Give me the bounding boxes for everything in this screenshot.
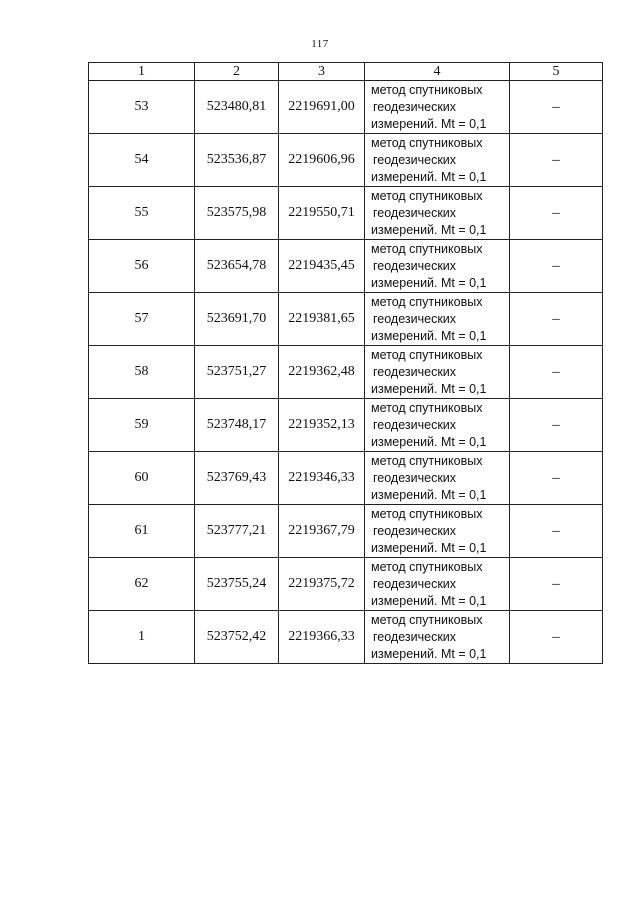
method-line-2: геодезических <box>373 523 457 538</box>
method-cell <box>365 346 510 399</box>
table-header <box>89 63 603 81</box>
table-row <box>89 293 603 346</box>
note-cell: – <box>510 399 603 452</box>
point-number-cell: 55 <box>89 187 195 240</box>
page-number: 117 <box>311 38 329 50</box>
method-cell <box>365 81 510 134</box>
header-col-3: 3 <box>279 63 365 81</box>
point-number-cell: 57 <box>89 293 195 346</box>
method-cell <box>365 611 510 664</box>
x-coordinate-cell: 523777,21 <box>195 505 279 558</box>
table-row <box>89 558 603 611</box>
table-row <box>89 81 603 134</box>
x-coordinate-cell: 523691,70 <box>195 293 279 346</box>
method-cell <box>365 187 510 240</box>
method-cell <box>365 452 510 505</box>
point-number-cell: 53 <box>89 81 195 134</box>
y-coordinate-cell: 2219362,48 <box>279 346 365 399</box>
method-cell <box>365 558 510 611</box>
method-line-1: метод спутниковых <box>371 453 483 468</box>
method-line-2: геодезических <box>373 311 457 326</box>
table-body <box>89 81 603 664</box>
y-coordinate-cell: 2219367,79 <box>279 505 365 558</box>
method-line-3: измерений. Mt = 0,1 <box>371 169 487 184</box>
y-coordinate-cell: 2219606,96 <box>279 134 365 187</box>
y-coordinate-cell: 2219381,65 <box>279 293 365 346</box>
y-coordinate-cell: 2219435,45 <box>279 240 365 293</box>
y-coordinate-cell: 2219691,00 <box>279 81 365 134</box>
method-line-1: метод спутниковых <box>371 241 483 256</box>
method-line-2: геодезических <box>373 629 457 644</box>
y-coordinate-cell: 2219352,13 <box>279 399 365 452</box>
point-number-cell: 60 <box>89 452 195 505</box>
x-coordinate-cell: 523769,43 <box>195 452 279 505</box>
method-line-3: измерений. Mt = 0,1 <box>371 275 487 290</box>
note-cell: – <box>510 346 603 399</box>
header-row <box>89 63 603 81</box>
method-line-1: метод спутниковых <box>371 347 483 362</box>
note-cell: – <box>510 505 603 558</box>
method-line-1: метод спутниковых <box>371 612 483 627</box>
method-line-3: измерений. Mt = 0,1 <box>371 222 487 237</box>
note-cell: – <box>510 81 603 134</box>
table-row <box>89 505 603 558</box>
method-line-1: метод спутниковых <box>371 506 483 521</box>
point-number-cell: 61 <box>89 505 195 558</box>
point-number-cell: 62 <box>89 558 195 611</box>
note-cell: – <box>510 452 603 505</box>
method-line-1: метод спутниковых <box>371 559 483 574</box>
method-line-3: измерений. Mt = 0,1 <box>371 116 487 131</box>
method-line-3: измерений. Mt = 0,1 <box>371 434 487 449</box>
y-coordinate-cell: 2219550,71 <box>279 187 365 240</box>
method-line-3: измерений. Mt = 0,1 <box>371 593 487 608</box>
method-line-3: измерений. Mt = 0,1 <box>371 646 487 661</box>
header-col-2: 2 <box>195 63 279 81</box>
table-row <box>89 134 603 187</box>
point-number-cell: 54 <box>89 134 195 187</box>
method-line-1: метод спутниковых <box>371 82 483 97</box>
method-line-3: измерений. Mt = 0,1 <box>371 328 487 343</box>
x-coordinate-cell: 523752,42 <box>195 611 279 664</box>
method-cell <box>365 134 510 187</box>
y-coordinate-cell: 2219346,33 <box>279 452 365 505</box>
table-row <box>89 187 603 240</box>
note-cell: – <box>510 558 603 611</box>
x-coordinate-cell: 523748,17 <box>195 399 279 452</box>
note-cell: – <box>510 293 603 346</box>
method-cell <box>365 293 510 346</box>
table-row <box>89 452 603 505</box>
method-line-2: геодезических <box>373 470 457 485</box>
x-coordinate-cell: 523536,87 <box>195 134 279 187</box>
x-coordinate-cell: 523755,24 <box>195 558 279 611</box>
coordinates-table <box>88 62 603 664</box>
method-line-2: геодезических <box>373 152 457 167</box>
method-line-2: геодезических <box>373 258 457 273</box>
method-cell <box>365 399 510 452</box>
point-number-cell: 58 <box>89 346 195 399</box>
table-row <box>89 611 603 664</box>
header-col-4: 4 <box>365 63 510 81</box>
y-coordinate-cell: 2219375,72 <box>279 558 365 611</box>
table-row <box>89 240 603 293</box>
method-line-1: метод спутниковых <box>371 135 483 150</box>
header-col-5: 5 <box>510 63 603 81</box>
note-cell: – <box>510 240 603 293</box>
point-number-cell: 56 <box>89 240 195 293</box>
method-line-2: геодезических <box>373 99 457 114</box>
method-line-2: геодезических <box>373 576 457 591</box>
note-cell: – <box>510 611 603 664</box>
method-line-2: геодезических <box>373 364 457 379</box>
x-coordinate-cell: 523575,98 <box>195 187 279 240</box>
note-cell: – <box>510 187 603 240</box>
method-cell <box>365 240 510 293</box>
method-cell <box>365 505 510 558</box>
x-coordinate-cell: 523480,81 <box>195 81 279 134</box>
method-line-1: метод спутниковых <box>371 188 483 203</box>
method-line-1: метод спутниковых <box>371 294 483 309</box>
point-number-cell: 59 <box>89 399 195 452</box>
point-number-cell: 1 <box>89 611 195 664</box>
method-line-3: измерений. Mt = 0,1 <box>371 540 487 555</box>
method-line-3: измерений. Mt = 0,1 <box>371 381 487 396</box>
x-coordinate-cell: 523751,27 <box>195 346 279 399</box>
method-line-2: геодезических <box>373 417 457 432</box>
method-line-1: метод спутниковых <box>371 400 483 415</box>
y-coordinate-cell: 2219366,33 <box>279 611 365 664</box>
method-line-2: геодезических <box>373 205 457 220</box>
method-line-3: измерений. Mt = 0,1 <box>371 487 487 502</box>
x-coordinate-cell: 523654,78 <box>195 240 279 293</box>
table-row <box>89 346 603 399</box>
note-cell: – <box>510 134 603 187</box>
table-row <box>89 399 603 452</box>
header-col-1: 1 <box>89 63 195 81</box>
